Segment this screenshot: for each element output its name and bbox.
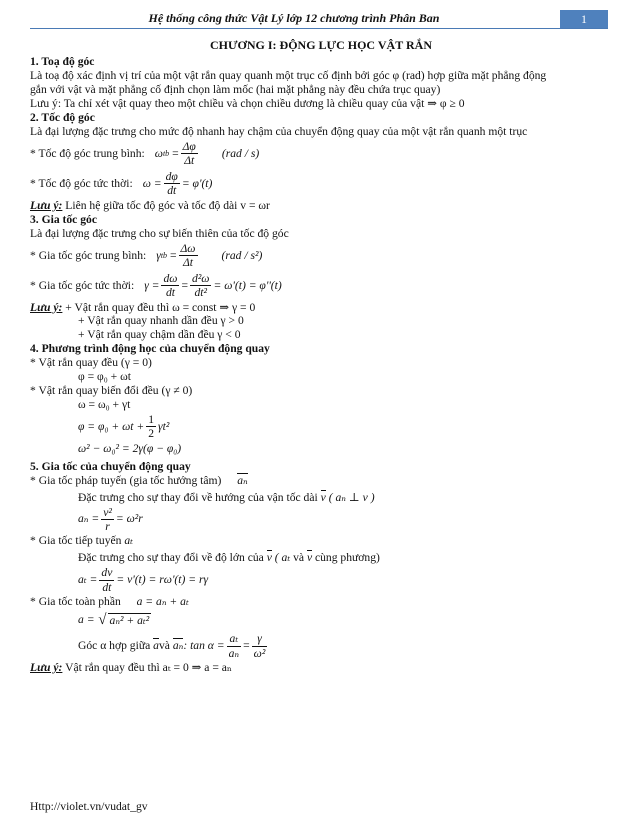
tangential-accel-label: * Gia tốc tiếp tuyến aₜ xyxy=(30,534,133,548)
inst-angular-velocity-fraction: $\frac{d\varphi}{dt}$ xyxy=(165,170,178,198)
inst-angular-accel-formula: * Gia tốc góc tức thời: γ = $\frac{d\omega}{dt}$ = $\frac{\text{d²ω}}{\text{dt²}}$ = ω'(t) = φ''(t) xyxy=(30,271,282,300)
varied-rotation-label: * Vật rắn quay biến đổi đều (γ ≠ 0) xyxy=(30,383,193,397)
accel-angle-equation: Góc α hợp giữa a và aₙ : tan α = $\frac{\text{aₜ}}{\text{aₙ}}$ = $\frac{\gamma}{\text{ω²}}$ xyxy=(78,632,266,660)
avg-angular-accel-formula: * Gia tốc góc trung bình: γ tb = $\frac{\Delta\omega}{\Delta t}$ (rad / s²) xyxy=(30,241,263,270)
page-header xyxy=(30,10,608,29)
tangential-accel-symbol: aₜ xyxy=(124,534,133,548)
section-5-note: Lưu ý: Vật rắn quay đều thì aₜ = 0 ⇒ a = aₙ xyxy=(30,661,232,675)
section-2-text: Là đại lượng đặc trưng cho mức độ nhanh hay chậm của chuyển động quay của một vật rắn quanh một trục xyxy=(30,124,528,138)
avg-angular-velocity-unit: (rad / s) xyxy=(221,146,260,160)
uniform-rotation-label: * Vật rắn quay đều (γ = 0) xyxy=(30,356,152,370)
section-2-note: Lưu ý: Liên hệ giữa tốc độ góc và tốc độ dài v = ωr xyxy=(30,198,270,212)
section-3-text: Là đại lượng đặc trưng cho sự biến thiên của tốc độ góc xyxy=(30,226,289,240)
avg-angular-velocity-formula: * Tốc độ góc trung bình: ω tb = $\frac{\Delta\varphi}{\Delta t}$ (rad / s) xyxy=(30,140,260,168)
inst-angular-accel-label: * Gia tốc góc tức thời: xyxy=(30,278,135,292)
uniform-rotation-equation: φ = φ₀ + ωt xyxy=(78,370,131,384)
page-number: 1 xyxy=(560,10,608,28)
section-3-note-2: + Vật rắn quay nhanh dần đều γ > 0 xyxy=(78,314,244,328)
avg-angular-accel-fraction: $\frac{\Delta\omega}{\Delta t}$ xyxy=(180,241,196,270)
section-5-heading: 5. Gia tốc của chuyển động quay xyxy=(30,459,191,473)
inst-angular-velocity-formula: * Tốc độ góc tức thời: ω = $\frac{d\varphi}{dt}$ = φ'(t) xyxy=(30,170,213,198)
total-accel-vector-equation: a = aₙ + aₜ xyxy=(136,595,189,609)
normal-accel-equation: aₙ = $\frac{\text{v²}}{r}$ = ω²r xyxy=(78,505,143,533)
section-1-text-2: gắn với vật và mặt phẳng cố định chọn làm mốc (hai mặt phẳng này đều chứa trục quay) xyxy=(30,83,441,97)
varied-angle-equation: φ = φ₀ + ωt + $\frac{1}{2}$ γt² xyxy=(78,412,170,441)
tangential-accel-description: Đặc trưng cho sự thay đổi về độ lớn của v ( aₜ và v cùng phương) xyxy=(78,551,380,565)
section-1-text-1: Là toạ độ xác định vị trí của một vật rắn quay quanh một trục cố định bởi góc φ (rad) hợp giữa mặt phẳng động xyxy=(30,69,547,83)
section-3-heading: 3. Gia tốc góc xyxy=(30,212,97,226)
header-title: Hệ thống công thức Vật Lý lớp 12 chương trình Phân Ban xyxy=(148,11,440,25)
avg-angular-velocity-label: * Tốc độ góc trung bình: xyxy=(30,146,145,160)
section-3-note-3: + Vật rắn quay chậm dần đều γ < 0 xyxy=(78,328,241,342)
normal-accel-label: * Gia tốc pháp tuyến (gia tốc hướng tâm) aₙ xyxy=(30,473,248,487)
section-2-heading: 2. Tốc độ góc xyxy=(30,111,95,125)
tangential-accel-equation: aₜ = $\frac{dv}{dt}$ = v'(t) = rω'(t) = rγ xyxy=(78,566,209,594)
chapter-title: CHƯƠNG I: ĐỘNG LỰC HỌC VẬT RẮN xyxy=(209,38,432,52)
velocity-angle-relation: ω² − ω₀² = 2γ(φ − φ₀) xyxy=(78,441,182,455)
avg-angular-velocity-symbol: ω xyxy=(154,146,163,160)
section-3-note-1: Lưu ý: + Vật rắn quay đều thì ω = const ⇒ γ = 0 xyxy=(30,300,256,314)
document-body xyxy=(30,38,612,675)
footer-url: Http://violet.vn/vudat_gv xyxy=(30,800,148,813)
normal-accel-description: Đặc trưng cho sự thay đổi về hướng của vận tốc dài v ( aₙ ⊥ v ) xyxy=(78,490,375,504)
avg-subscript: tb xyxy=(162,149,170,159)
total-accel-label: * Gia tốc toàn phần a = aₙ + aₜ xyxy=(30,595,189,609)
total-accel-magnitude: a = √ aₙ² + aₜ² xyxy=(78,612,150,629)
normal-accel-symbol: aₙ xyxy=(237,473,248,487)
inst-angular-velocity-label: * Tốc độ góc tức thời: xyxy=(30,176,133,190)
section-1-note: Lưu ý: Ta chỉ xét vật quay theo một chiều và chọn chiều dương là chiều quay của vật ⇒ φ ≥ 0 xyxy=(30,97,465,111)
avg-angular-accel-label: * Gia tốc góc trung bình: xyxy=(30,248,147,262)
avg-angular-velocity-fraction: $\frac{\Delta\varphi}{\Delta t}$ xyxy=(182,140,196,168)
section-4-heading: 4. Phương trình động học của chuyển động quay xyxy=(30,342,270,356)
varied-velocity-equation: ω = ω₀ + γt xyxy=(78,397,131,411)
section-1-heading: 1. Toạ độ góc xyxy=(30,55,95,69)
